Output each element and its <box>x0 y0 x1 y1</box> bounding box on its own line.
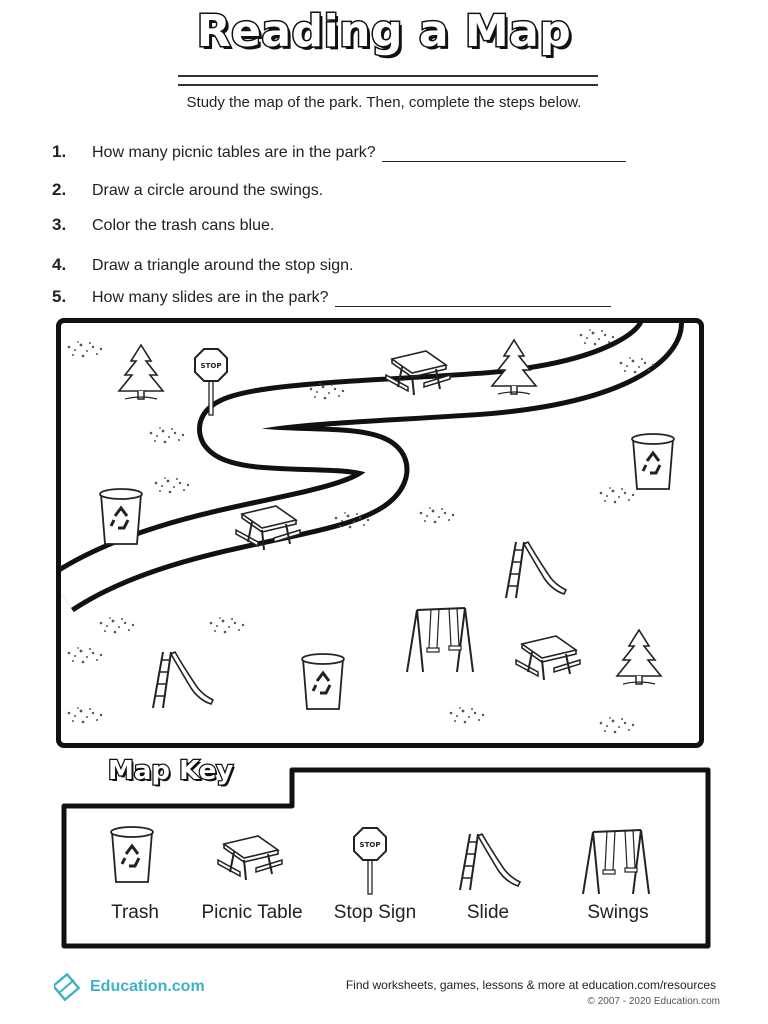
swings-icon <box>407 608 473 672</box>
question-text: Draw a triangle around the stop sign. <box>92 257 354 274</box>
question-3 <box>52 215 274 235</box>
question-number: 4. <box>52 255 67 274</box>
page-title: Reading a Map <box>196 6 572 57</box>
answer-blank[interactable] <box>382 147 626 162</box>
tree-icon <box>617 630 661 684</box>
question-number: 3. <box>52 215 67 234</box>
footer-copyright: © 2007 - 2020 Education.com <box>587 996 720 1007</box>
footer-tagline[interactable]: Find worksheets, games, lessons & more at education.com/resources <box>345 978 716 992</box>
question-text: How many picnic tables are in the park? <box>92 144 376 161</box>
stop-sign-label: STOP <box>200 362 222 370</box>
title-rule-top <box>178 75 598 77</box>
park-map <box>56 318 704 748</box>
tree-icon <box>119 345 163 399</box>
brand-name: Education.com <box>90 978 205 995</box>
key-label-stop-sign: Stop Sign <box>333 902 417 923</box>
brand-logo[interactable] <box>54 972 205 1002</box>
question-text: How many slides are in the park? <box>92 289 329 306</box>
subtitle: Study the map of the park. Then, complete the steps below. <box>186 94 582 111</box>
question-5 <box>52 287 611 307</box>
slide-icon <box>506 542 566 598</box>
key-label-trash: Trash <box>111 902 159 923</box>
map-key-title: Map Key <box>108 756 234 786</box>
question-number: 5. <box>52 287 67 306</box>
trash-can-icon <box>632 434 674 489</box>
key-label-picnic-table: Picnic Table <box>201 902 303 923</box>
answer-blank[interactable] <box>335 292 611 307</box>
key-label-slide: Slide <box>466 902 510 923</box>
question-text: Draw a circle around the swings. <box>92 182 324 199</box>
question-4 <box>52 255 353 275</box>
question-text: Color the trash cans blue. <box>92 217 275 234</box>
question-number: 1. <box>52 142 67 161</box>
trash-can-icon <box>100 489 142 544</box>
winding-path <box>61 323 661 593</box>
trash-can-icon <box>302 654 344 709</box>
key-stop-sign-label: STOP <box>359 841 381 849</box>
question-number: 2. <box>52 180 67 199</box>
key-trash-icon <box>111 827 153 882</box>
picnic-table-icon <box>516 636 580 680</box>
question-1 <box>52 142 626 162</box>
title-rule-bottom <box>178 84 598 86</box>
slide-icon <box>153 652 213 708</box>
pencil-logo-icon <box>54 972 84 1002</box>
question-2 <box>52 180 323 200</box>
key-label-swings: Swings <box>587 902 649 923</box>
